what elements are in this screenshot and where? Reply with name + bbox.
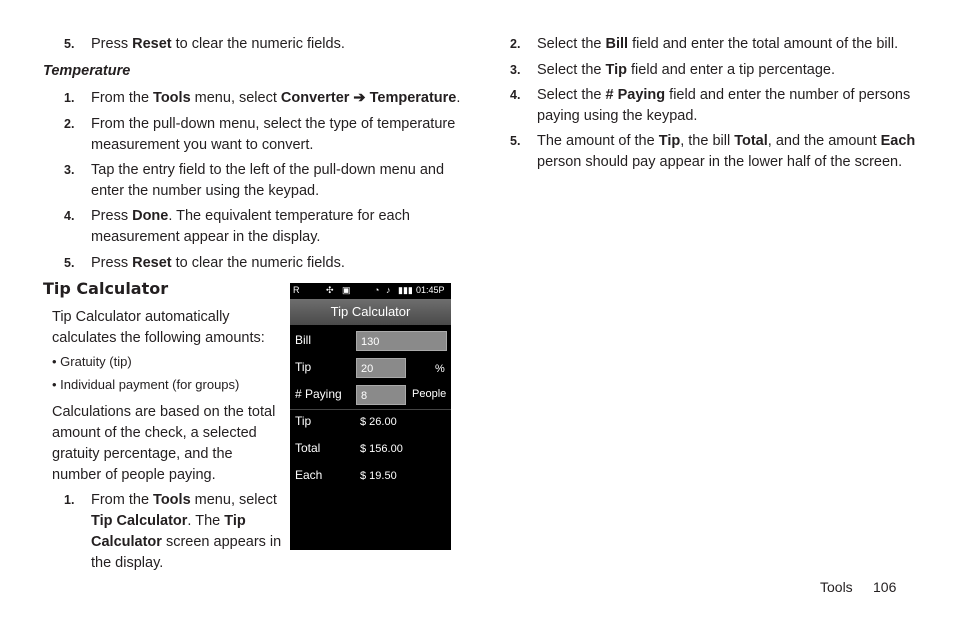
paying-field[interactable]: 8 [356,385,406,405]
divider [290,409,451,410]
bill-field[interactable]: 130 [356,331,447,351]
bullet-gratuity: • Gratuity (tip) [52,354,132,369]
tip-percent-label: Tip [295,360,312,374]
tip-step-2: 2. Select the Bill field and enter the total amount of the bill. [510,36,899,52]
tip-step-5: 5. The amount of the Tip, the bill Total, and the amount Each person should pay appear in the lower half of the screen. [510,133,916,170]
each-result-value: $ 19.50 [360,470,397,482]
tip-step-3: 3. Select the Tip field and enter a tip percentage. [510,62,835,78]
paying-label: # Paying [295,387,342,401]
signal-icon: R [293,285,300,295]
clock-icon: ◔ [374,285,380,295]
bill-label: Bill [295,333,312,347]
tip-calculator-screenshot [290,283,451,550]
bullet-individual-payment: • Individual payment (for groups) [52,377,240,392]
tip-step-1: 1. From the Tools menu, select Tip Calculator. The Tip Calculator screen appears in the display. [64,492,282,571]
each-result-label: Each [295,468,323,482]
tip-calculator-heading: Tip Calculator [43,279,169,298]
total-result-value: $ 156.00 [360,443,403,455]
tip-percent-field[interactable]: 20 [356,358,406,378]
tip-result-value: $ 26.00 [360,416,397,428]
message-icon: ▣ [342,285,351,295]
tip-result-label: Tip [295,414,312,428]
screen-title: Tip Calculator [290,299,451,325]
battery-icon: ▮▮▮ [398,285,413,295]
reset-step: 5. Press Reset to clear the numeric fields. [64,36,345,52]
sync-icon: ✣ [326,285,334,295]
people-unit: People [412,388,447,400]
temperature-heading: Temperature [43,63,131,79]
temperature-step-5: 5. Press Reset to clear the numeric fields. [64,255,345,271]
temperature-step-1: 1. From the Tools menu, select Converter ➔ Temperature. [64,90,461,106]
page-number: 106 [873,579,897,595]
status-bar [290,283,451,299]
tip-intro-paragraph: Tip Calculator automatically calculates the following amounts: [52,309,265,346]
tip-step-4: 4. Select the # Paying field and enter the number of persons paying using the keypad. [510,87,911,124]
footer-section: Tools [820,579,853,595]
percent-unit: % [435,363,445,375]
temperature-step-2: 2. From the pull-down menu, select the type of temperature measurement you want to convert. [64,116,456,153]
temperature-step-3: 3. Tap the entry field to the left of the pull-down menu and enter the number using the keypad. [64,162,445,199]
temperature-step-4: 4. Press Done. The equivalent temperature for each measurement appear in the display. [64,208,410,245]
status-time: 01:45P [416,285,445,295]
music-icon: ♪ [386,285,391,295]
total-result-label: Total [295,441,321,455]
calculations-paragraph: Calculations are based on the total amount of the check, a selected gratuity percentage, and the number of people paying. [52,404,276,483]
